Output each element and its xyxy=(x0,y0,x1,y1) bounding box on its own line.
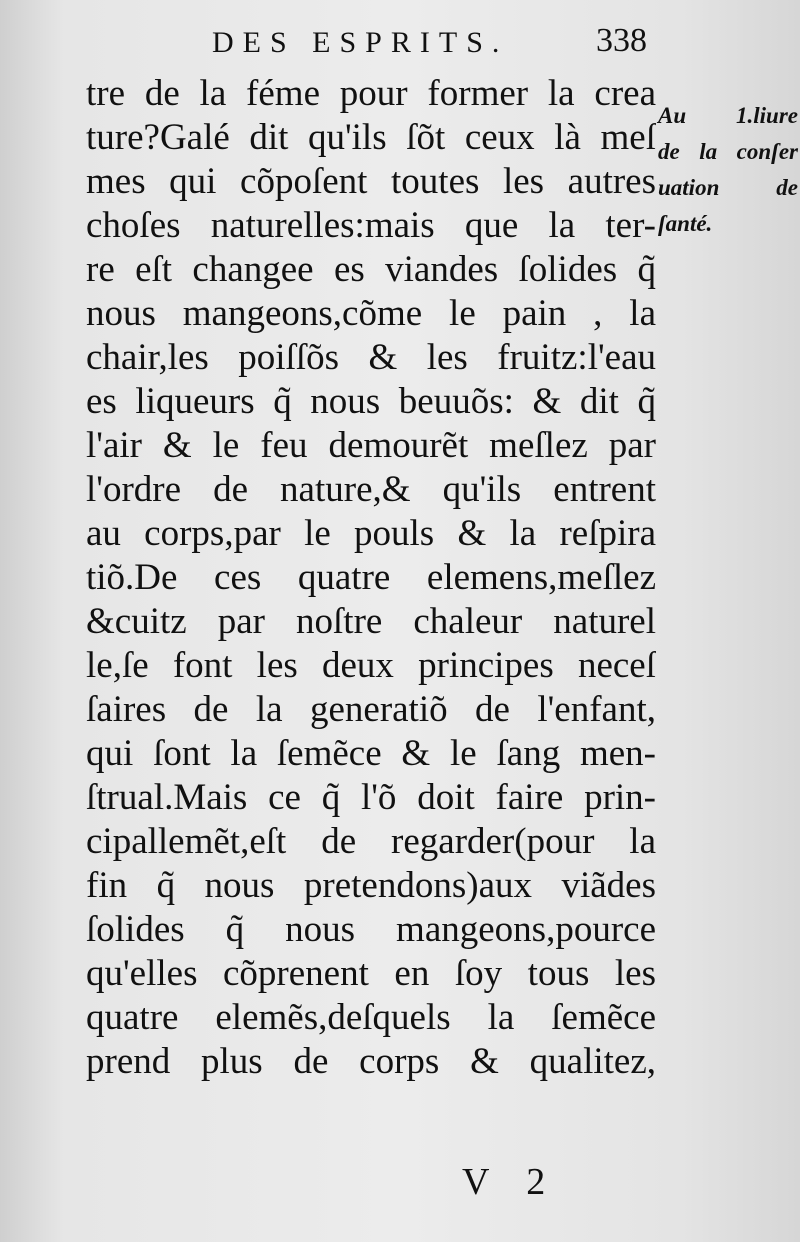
text-line: qu'elles cõprenent en ſoy tous les xyxy=(86,953,656,994)
text-line: quatre elemẽs,deſquels la ſemẽce xyxy=(86,997,656,1038)
text-line: prend plus de corps & qualitez, xyxy=(86,1041,656,1082)
text-line: choſes naturelles:mais que la ter- xyxy=(86,205,656,246)
text-line: ſaires de la generatiõ de l'enfant, xyxy=(86,689,656,730)
margin-note-line: ſanté. xyxy=(658,211,713,236)
text-line: qui ſont la ſemẽce & le ſang men- xyxy=(86,733,656,774)
text-line: mes qui cõpoſent toutes les autres xyxy=(86,161,656,202)
text-line: chair,les poiſſõs & les fruitz:l'eau xyxy=(86,337,656,378)
margin-note-line: de la conſer xyxy=(658,139,798,164)
running-head: DES ESPRITS. xyxy=(212,26,509,59)
page-number: 338 xyxy=(596,22,647,59)
text-line: au corps,par le pouls & la reſpira xyxy=(86,513,656,554)
text-line: l'air & le feu demourẽt meſlez par xyxy=(86,425,656,466)
text-line: tre de la féme pour former la crea xyxy=(86,73,656,114)
margin-note xyxy=(658,98,798,242)
text-line: ſtrual.Mais ce q̃ l'õ doit faire prin- xyxy=(86,777,656,818)
text-line: tiõ.De ces quatre elemens,meſlez xyxy=(86,557,656,598)
text-line: es liqueurs q̃ nous beuuõs: & dit q̃ xyxy=(86,381,656,422)
text-line: l'ordre de nature,& qu'ils entrent xyxy=(86,469,656,510)
page-header xyxy=(0,22,800,72)
body-text xyxy=(86,72,656,1084)
text-line: nous mangeons,cõme le pain , la xyxy=(86,293,656,334)
signature-mark: V 2 xyxy=(462,1161,560,1203)
text-line: ture?Galé dit qu'ils ſõt ceux là meſ xyxy=(86,117,656,158)
text-line: re eſt changee es viandes ſolides q̃ xyxy=(86,249,656,290)
margin-note-line: uation de xyxy=(658,175,798,200)
text-line: cipallemẽt,eſt de regarder(pour la xyxy=(86,821,656,862)
text-line: ſolides q̃ nous mangeons,pource xyxy=(86,909,656,950)
text-line: &cuitz par noſtre chaleur naturel xyxy=(86,601,656,642)
text-line: fin q̃ nous pretendons)aux viãdes xyxy=(86,865,656,906)
text-line: le,ſe font les deux principes neceſ xyxy=(86,645,656,686)
margin-note-line: Au 1.liure xyxy=(658,103,798,128)
